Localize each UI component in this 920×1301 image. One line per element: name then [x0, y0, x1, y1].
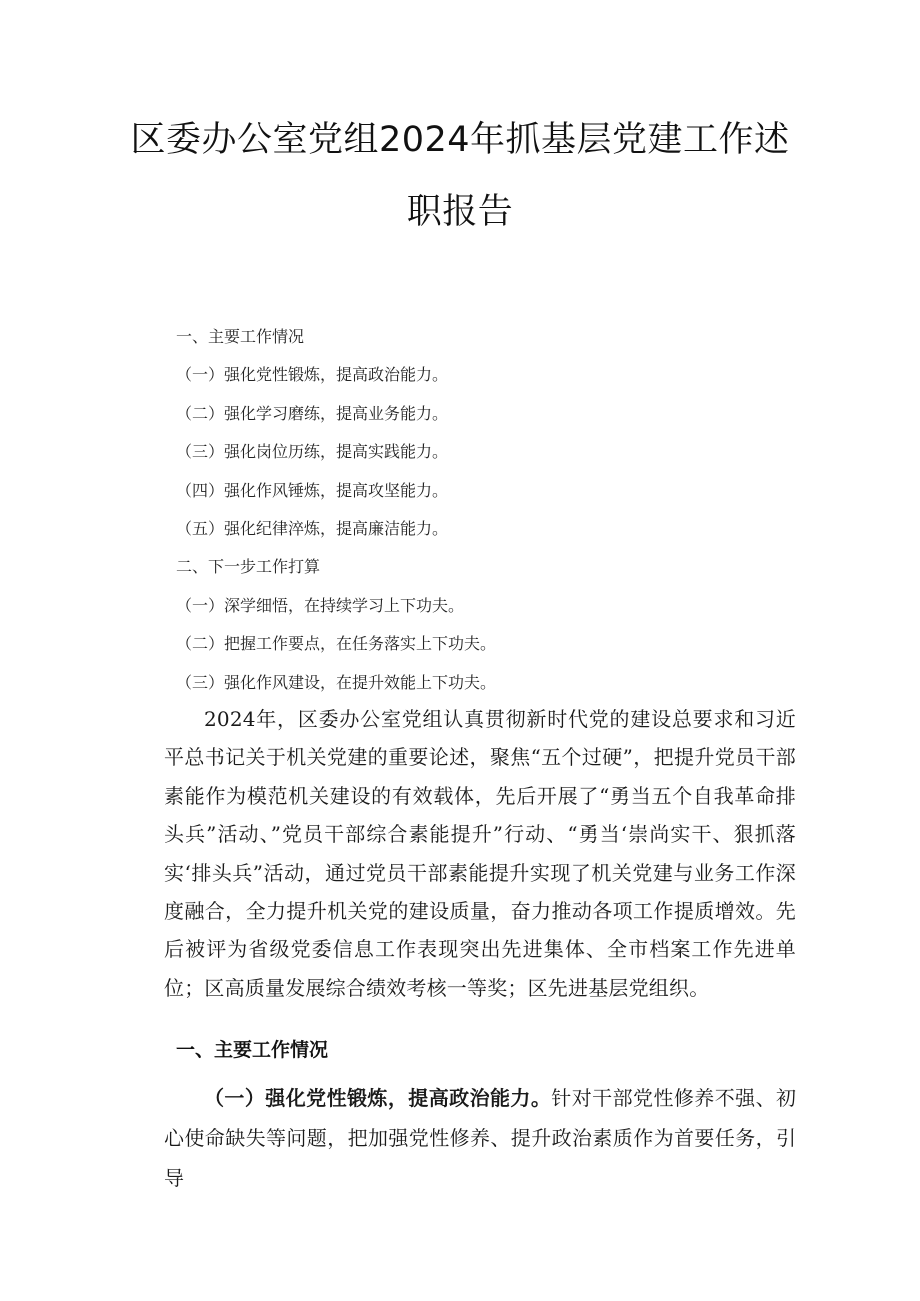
toc-item: （二）把握工作要点，在任务落实上下功夫。 [176, 634, 497, 654]
toc-item: （三）强化岗位历练，提高实践能力。 [176, 442, 449, 462]
toc-item: （一）强化党性锻炼，提高政治能力。 [176, 365, 449, 385]
subsection-paragraph [164, 1078, 796, 1198]
section-heading: 一、主要工作情况 [176, 1039, 329, 1061]
toc-item: （二）强化学习磨练，提高业务能力。 [176, 403, 449, 423]
toc-item: （五）强化纪律淬炼，提高廉洁能力。 [176, 518, 449, 538]
toc-item: （四）强化作风锤炼，提高攻坚能力。 [176, 480, 449, 500]
document-title-line-2: 职报告 [406, 192, 514, 232]
toc-item: （三）强化作风建设，在提升效能上下功夫。 [176, 672, 497, 692]
document-title-line-1: 区委办公室党组2024年抓基层党建工作述 [130, 120, 790, 160]
intro-paragraph: 2024年，区委办公室党组认真贯彻新时代党的建设总要求和习近平总书记关于机关党建的重要论述，聚焦“五个过硬”，把提升党员干部素能作为模范机关建设的有效载体，先后开展了“勇当五个自我革命排头兵”活动、”党员干部综合素能提升”行动、“勇当‘崇尚实干、狠抓落实‘排头兵”活动，通过党员干部素能提升实现了机关党建与业务工作深度融合，全力提升机关党的建设质量，奋力推动各项工作提质增效。先后被评为省级党委信息工作表现突出先进集体、全市档案工作先进单位；区高质量发展综合绩效考核一等奖；区先进基层党组织。 [164, 707, 796, 1000]
subsection-heading: （一）强化党性锻炼，提高政治能力。 [204, 1086, 552, 1110]
subsection-text: 针对干部党性修养不强、初心使命缺失等问题，把加强党性修养、提升政治素质作为首要任务，引导 [164, 1086, 797, 1190]
table-of-contents [176, 322, 496, 706]
toc-item: 二、下一步工作打算 [176, 557, 321, 577]
toc-item: 一、主要工作情况 [176, 327, 305, 346]
toc-item: （一）深学细悟，在持续学习上下功夫。 [176, 595, 465, 615]
